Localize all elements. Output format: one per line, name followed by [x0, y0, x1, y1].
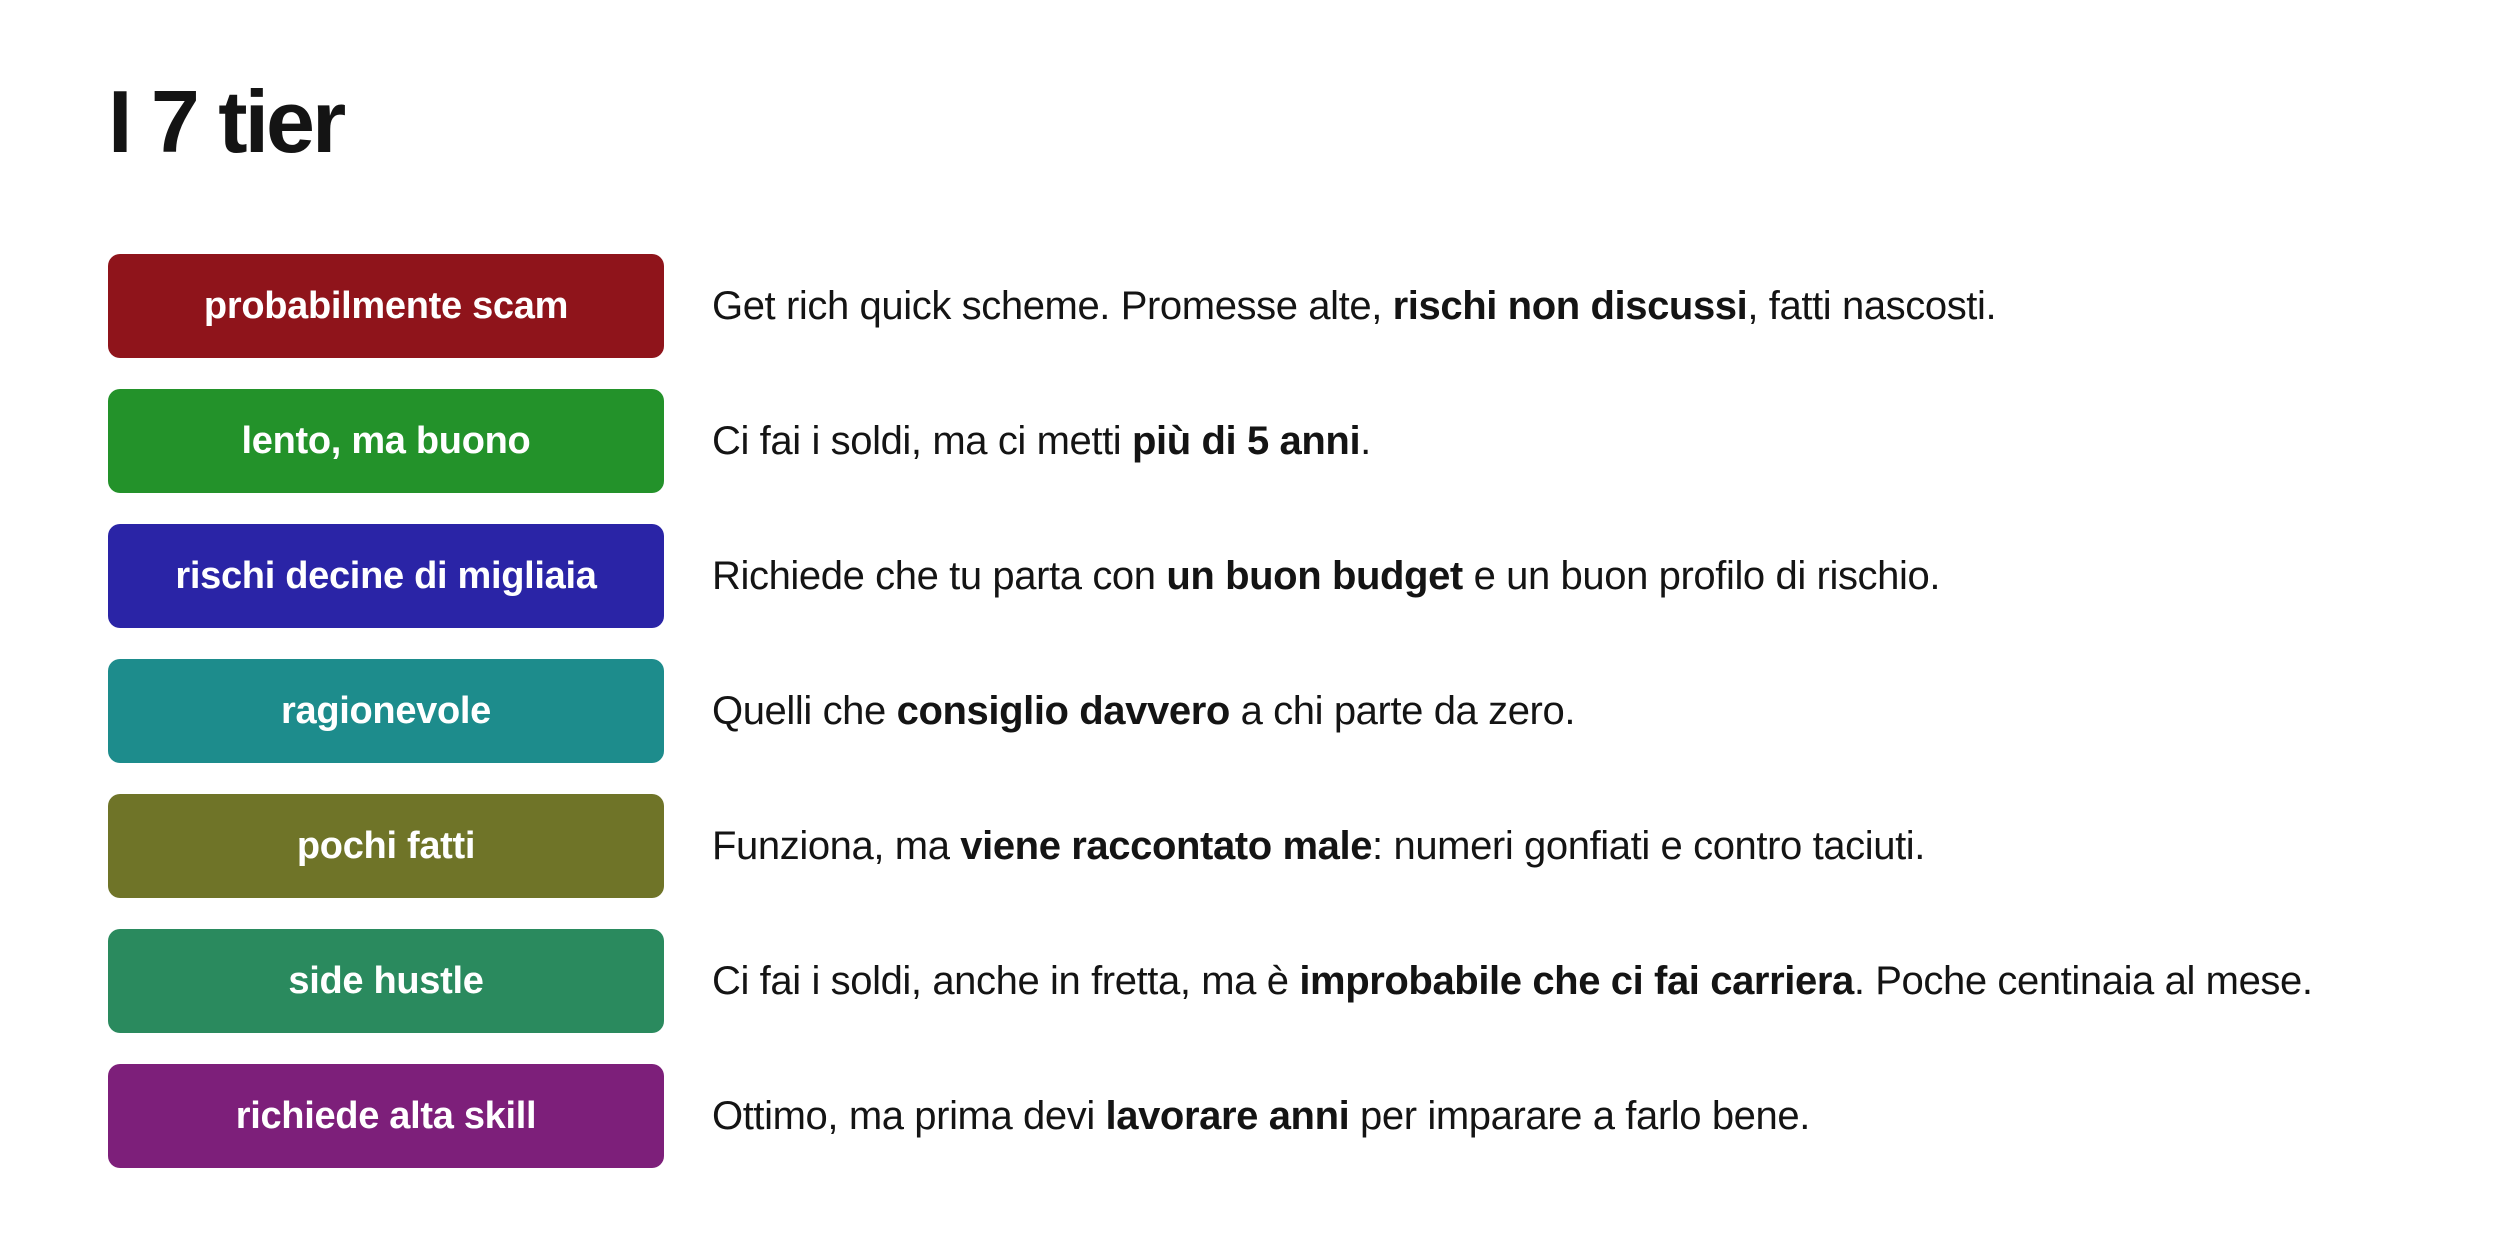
tier-badge: pochi fatti: [108, 794, 664, 898]
tier-description: [712, 957, 2313, 1005]
tier-description-text: e un buon profilo di rischio.: [1462, 554, 1941, 598]
tier-description-text: Ottimo, ma prima devi: [712, 1094, 1106, 1138]
tier-badge: richiede alta skill: [108, 1064, 664, 1168]
tier-row-richiede-alta-skill: [108, 1064, 2478, 1168]
tier-badge: probabilmente scam: [108, 254, 664, 358]
tier-description-text: Get rich quick scheme. Promesse alte,: [712, 284, 1393, 328]
tier-row-pochi-fatti: [108, 794, 2478, 898]
tier-description-text: Ci fai i soldi, ma ci metti: [712, 419, 1133, 463]
tier-description: [712, 552, 1940, 600]
tier-description-text: Richiede che tu parta con: [712, 554, 1167, 598]
tier-row-side-hustle: [108, 929, 2478, 1033]
tier-list: [108, 254, 2478, 1199]
tier-description-text: Ci fai i soldi, anche in fretta, ma è: [712, 959, 1300, 1003]
tier-description-bold: più di 5 anni: [1132, 419, 1361, 463]
tier-badge: ragionevole: [108, 659, 664, 763]
tier-description-bold: consiglio davvero: [896, 689, 1230, 733]
tier-badge: rischi decine di migliaia: [108, 524, 664, 628]
tier-description-text: : numeri gonfiati e contro taciuti.: [1372, 824, 1926, 868]
tier-description-text: per imparare a farlo bene.: [1349, 1094, 1810, 1138]
tier-description-bold: viene raccontato male: [960, 824, 1373, 868]
tier-row-lento-ma-buono: [108, 389, 2478, 493]
tier-description-bold: un buon budget: [1166, 554, 1463, 598]
tier-badge: side hustle: [108, 929, 664, 1033]
tier-description: [712, 282, 1996, 330]
tier-description-text: , fatti nascosti.: [1747, 284, 1997, 328]
tier-description-text: a chi parte da zero.: [1229, 689, 1576, 733]
tier-description: [712, 1092, 1810, 1140]
tier-description-bold: lavorare anni: [1105, 1094, 1350, 1138]
tier-description: [712, 822, 1925, 870]
tier-description-bold: rischi non discussi: [1392, 284, 1748, 328]
page-title: I 7 tier: [108, 72, 344, 171]
tier-description: [712, 417, 1371, 465]
tier-row-probabilmente-scam: [108, 254, 2478, 358]
tier-description: [712, 687, 1575, 735]
tier-description-bold: improbabile che ci fai carriera: [1299, 959, 1854, 1003]
tier-description-text: . Poche centinaia al mese.: [1853, 959, 2313, 1003]
tier-description-text: Funziona, ma: [712, 824, 961, 868]
tier-row-rischi-decine-di-migliaia: [108, 524, 2478, 628]
tier-description-text: .: [1360, 419, 1371, 463]
tier-row-ragionevole: [108, 659, 2478, 763]
tier-description-text: Quelli che: [712, 689, 897, 733]
tier-badge: lento, ma buono: [108, 389, 664, 493]
